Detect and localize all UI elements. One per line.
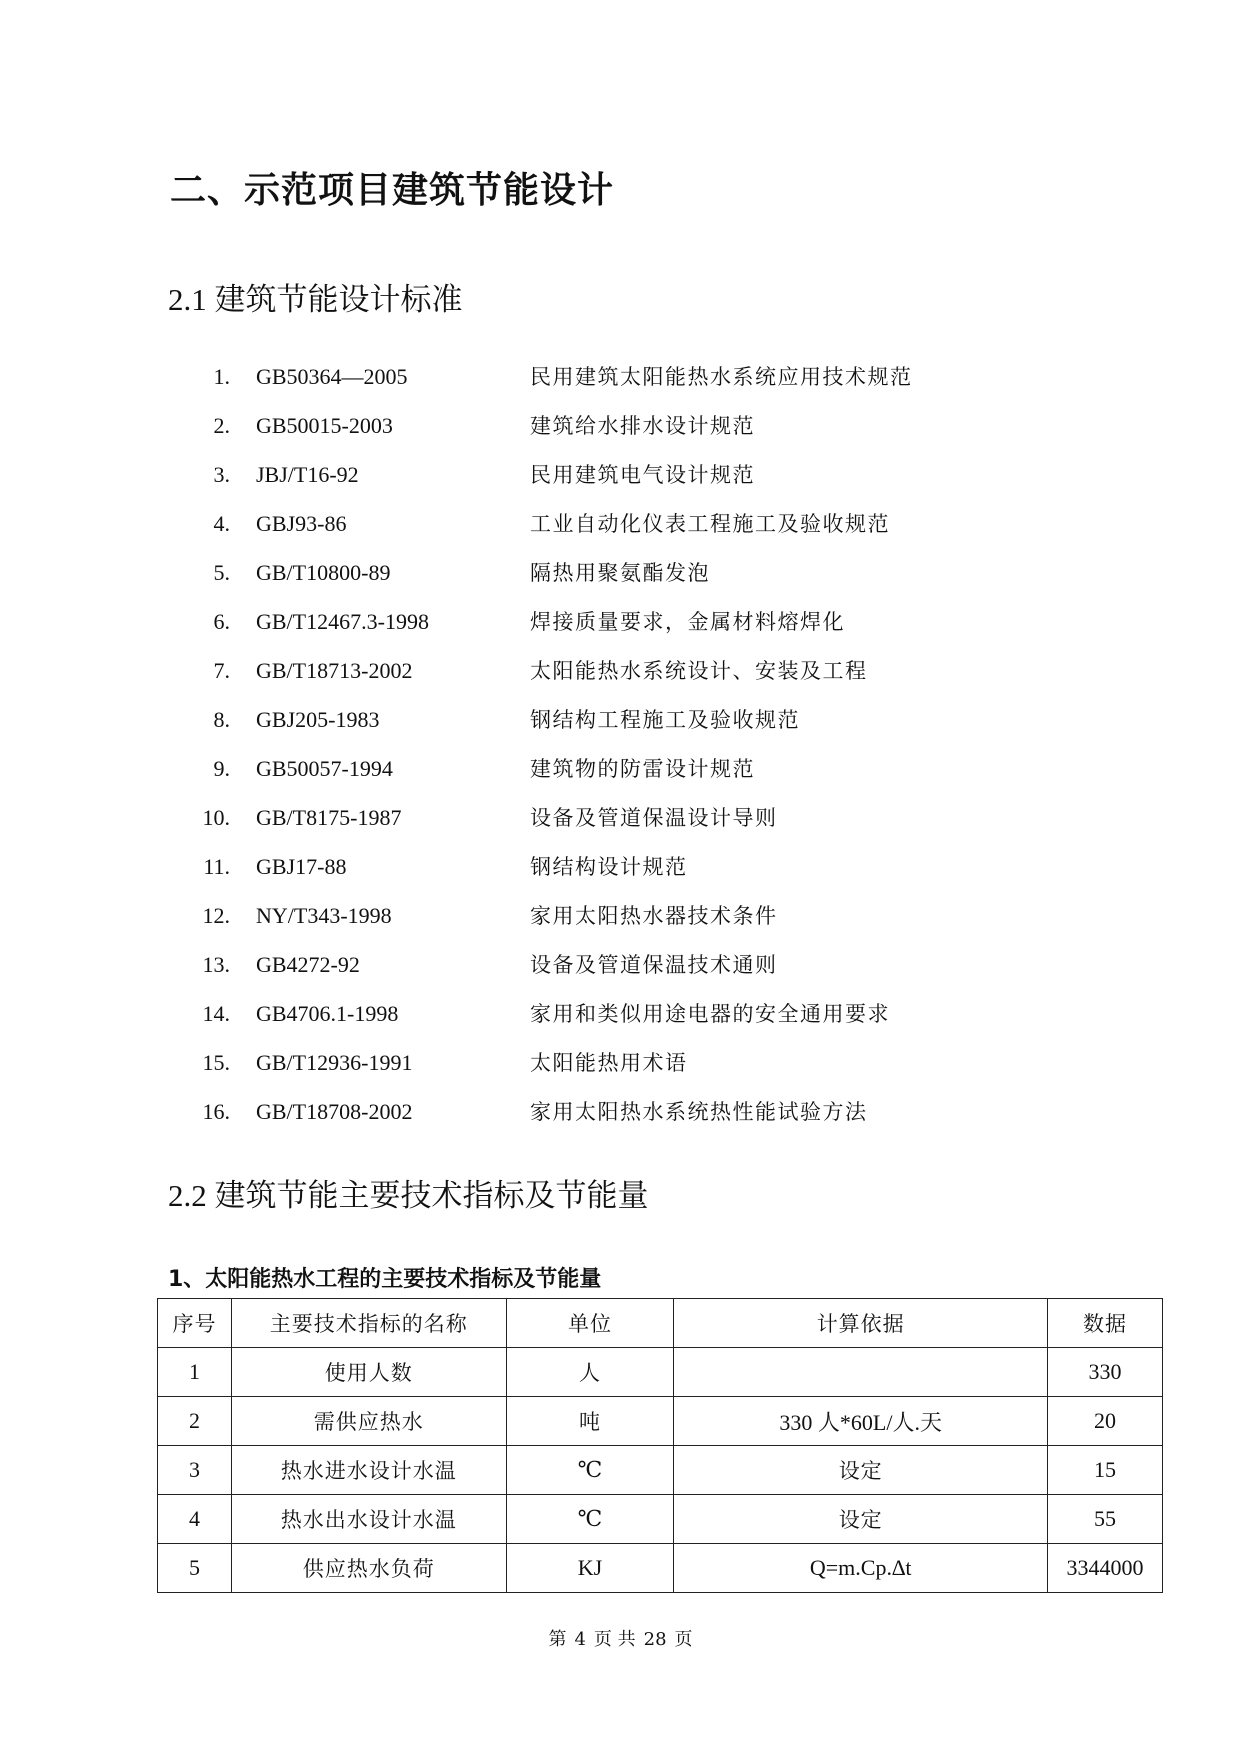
standard-code: GB4706.1-1998	[256, 1001, 399, 1026]
cell-no: 4	[158, 1495, 232, 1544]
list-item	[0, 803, 1241, 852]
standard-name: 家用太阳热水器技术条件	[530, 904, 778, 928]
standard-name: 钢结构设计规范	[530, 855, 688, 879]
standard-code: GBJ17-88	[256, 854, 347, 879]
item-number: 5.	[213, 560, 230, 585]
column-header-unit: 单位	[506, 1299, 674, 1348]
standard-name: 焊接质量要求，金属材料熔焊化	[530, 610, 845, 634]
cell-value: 55	[1048, 1495, 1163, 1544]
cell-unit: KJ	[506, 1544, 674, 1593]
item-number: 6.	[213, 609, 230, 634]
standard-code: GB50057-1994	[256, 756, 393, 781]
standard-name: 隔热用聚氨酯发泡	[530, 561, 710, 585]
footer-prefix: 第	[548, 1629, 567, 1650]
standards-list	[0, 362, 1241, 1146]
cell-name: 需供应热水	[231, 1397, 506, 1446]
list-item	[0, 705, 1241, 754]
table-row	[158, 1397, 1163, 1446]
list-item	[0, 950, 1241, 999]
list-item	[0, 607, 1241, 656]
cell-value: 330	[1048, 1348, 1163, 1397]
standard-code: GB/T10800-89	[256, 560, 391, 585]
metrics-table	[157, 1298, 1163, 1593]
standard-name: 民用建筑电气设计规范	[530, 463, 755, 487]
standard-code: GB/T12467.3-1998	[256, 609, 429, 634]
cell-name: 热水进水设计水温	[231, 1446, 506, 1495]
cell-value: 15	[1048, 1446, 1163, 1495]
cell-no: 1	[158, 1348, 232, 1397]
item-number: 12.	[202, 903, 230, 928]
table-row	[158, 1446, 1163, 1495]
list-item	[0, 1097, 1241, 1146]
list-item	[0, 754, 1241, 803]
column-header-value: 数据	[1048, 1299, 1163, 1348]
footer-page-number: 4	[574, 1629, 586, 1650]
column-header-name: 主要技术指标的名称	[231, 1299, 506, 1348]
cell-value: 20	[1048, 1397, 1163, 1446]
list-item	[0, 509, 1241, 558]
item-number: 1.	[213, 364, 230, 389]
cell-basis: 设定	[674, 1446, 1048, 1495]
footer-suffix: 页	[674, 1629, 693, 1650]
item-number: 7.	[213, 658, 230, 683]
item-number: 4.	[213, 511, 230, 536]
cell-basis: 设定	[674, 1495, 1048, 1544]
standard-name: 建筑给水排水设计规范	[530, 414, 755, 438]
cell-unit: ℃	[506, 1446, 674, 1495]
item-number: 14.	[202, 1001, 230, 1026]
standard-name: 钢结构工程施工及验收规范	[530, 708, 800, 732]
standard-name: 太阳能热水系统设计、安装及工程	[530, 659, 868, 683]
column-header-basis: 计算依据	[674, 1299, 1048, 1348]
item-number: 2.	[213, 413, 230, 438]
table-title: 1、太阳能热水工程的主要技术指标及节能量	[168, 1267, 602, 1292]
standard-name: 设备及管道保温技术通则	[530, 953, 778, 977]
standard-code: GB/T18713-2002	[256, 658, 413, 683]
list-item	[0, 411, 1241, 460]
footer-middle: 页 共	[593, 1629, 636, 1650]
section-2-2-title: 2.2 建筑节能主要技术指标及节能量	[168, 1178, 649, 1213]
cell-name: 使用人数	[231, 1348, 506, 1397]
table-header-row	[158, 1299, 1163, 1348]
cell-basis: Q=m.Cp.∆t	[674, 1544, 1048, 1593]
list-item	[0, 852, 1241, 901]
standard-name: 家用太阳热水系统热性能试验方法	[530, 1100, 868, 1124]
standard-name: 家用和类似用途电器的安全通用要求	[530, 1002, 890, 1026]
cell-no: 2	[158, 1397, 232, 1446]
cell-name: 供应热水负荷	[231, 1544, 506, 1593]
standard-name: 工业自动化仪表工程施工及验收规范	[530, 512, 890, 536]
cell-unit: 人	[506, 1348, 674, 1397]
standard-code: GBJ205-1983	[256, 707, 380, 732]
table-row	[158, 1348, 1163, 1397]
page-footer	[0, 1625, 1241, 1651]
table-row	[158, 1495, 1163, 1544]
section-2-1-title: 2.1 建筑节能设计标准	[168, 282, 463, 317]
table-row	[158, 1544, 1163, 1593]
standard-code: GB50015-2003	[256, 413, 393, 438]
chapter-heading: 二、示范项目建筑节能设计	[170, 170, 615, 211]
cell-name: 热水出水设计水温	[231, 1495, 506, 1544]
item-number: 3.	[213, 462, 230, 487]
standard-name: 建筑物的防雷设计规范	[530, 757, 755, 781]
footer-total-pages: 28	[643, 1629, 667, 1650]
cell-no: 5	[158, 1544, 232, 1593]
item-number: 11.	[203, 854, 230, 879]
list-item	[0, 1048, 1241, 1097]
list-item	[0, 901, 1241, 950]
item-number: 8.	[213, 707, 230, 732]
cell-no: 3	[158, 1446, 232, 1495]
item-number: 13.	[202, 952, 230, 977]
cell-basis	[674, 1348, 1048, 1397]
standard-name: 民用建筑太阳能热水系统应用技术规范	[530, 365, 913, 389]
standard-code: GB/T8175-1987	[256, 805, 402, 830]
cell-unit: ℃	[506, 1495, 674, 1544]
standard-name: 太阳能热用术语	[530, 1051, 688, 1075]
item-number: 15.	[202, 1050, 230, 1075]
standard-code: GB50364—2005	[256, 364, 408, 389]
standard-name: 设备及管道保温设计导则	[530, 806, 778, 830]
standard-code: NY/T343-1998	[256, 903, 392, 928]
cell-value: 3344000	[1048, 1544, 1163, 1593]
list-item	[0, 460, 1241, 509]
list-item	[0, 656, 1241, 705]
list-item	[0, 362, 1241, 411]
item-number: 9.	[213, 756, 230, 781]
standard-code: JBJ/T16-92	[256, 462, 359, 487]
standard-code: GB/T18708-2002	[256, 1099, 413, 1124]
standard-code: GB4272-92	[256, 952, 360, 977]
standard-code: GB/T12936-1991	[256, 1050, 413, 1075]
list-item	[0, 999, 1241, 1048]
standard-code: GBJ93-86	[256, 511, 347, 536]
cell-basis: 330 人*60L/人.天	[674, 1397, 1048, 1446]
column-header-no: 序号	[158, 1299, 232, 1348]
item-number: 16.	[202, 1099, 230, 1124]
list-item	[0, 558, 1241, 607]
cell-unit: 吨	[506, 1397, 674, 1446]
item-number: 10.	[202, 805, 230, 830]
